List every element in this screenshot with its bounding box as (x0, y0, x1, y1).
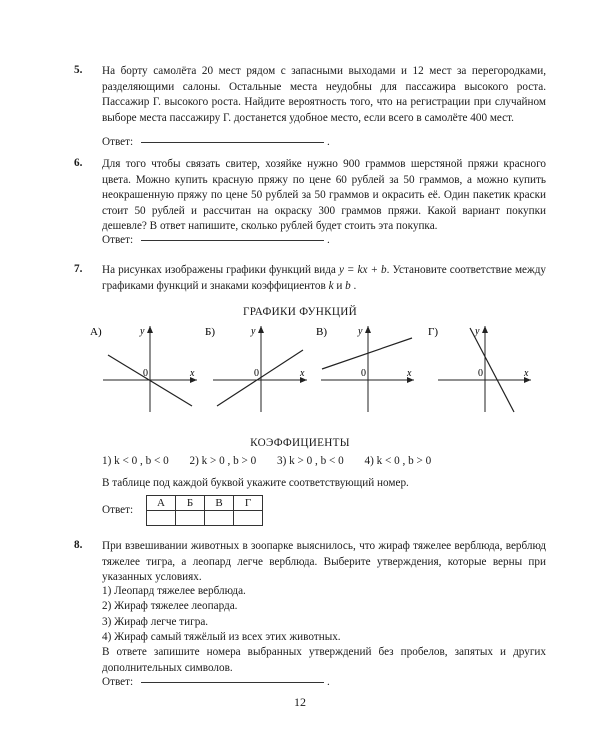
x-axis-label: x (524, 368, 529, 379)
coef-option: 1) k < 0 , b < 0 (102, 455, 169, 467)
coef-option: 4) k < 0 , b > 0 (364, 455, 432, 467)
task-text-part: . Установите соответствие между графиками функций и знаками коэффициентов (102, 264, 547, 292)
task-text: Для того чтобы связать свитер, хозяйке нужно 900 граммов шерстяной пряжи красного цвета. Можно купить красную пряжу по цене 60 рублей за 50 граммов, а можно купить неокрашенную пряжу по цене 50 рублей за 50 граммов и окрасить её. Один пакетик краски стоит 50 рублей и рассчитан на окраску 300 граммов пряжи. Какой вариант покупки дешевле? В ответ напишите, сколько рублей будет стоить эта покупка. (102, 158, 546, 232)
task-instruction: В ответе запишите номера выбранных утверждений без пробелов, запятых и других дополнительных символов. (102, 646, 546, 674)
y-axis-label: y (251, 326, 256, 337)
answer-end: . (326, 136, 330, 148)
answer-row (102, 136, 330, 148)
answer-end: . (326, 676, 330, 688)
y-axis-label: y (140, 326, 145, 337)
table-cell-c[interactable] (205, 511, 234, 526)
answer-label: Ответ: (102, 234, 134, 246)
answer-label: Ответ: (102, 504, 134, 516)
answer-label: Ответ: (102, 676, 134, 688)
table-cell-b[interactable] (176, 511, 205, 526)
y-axis-label: y (358, 326, 363, 337)
answer-row (102, 676, 330, 688)
task-text: На борту самолёта 20 мест рядом с запасными выходами и 12 мест за перегородками, разделяющими салоны. Остальные места неудобны для пассажира высокого роста. Пассажир Г. высокого роста. Найдите вероятность того, что на регистрации при случайном выборе места пассажиру Г. достанется удобное место, если всего в самолёте 400 мест. (102, 65, 546, 124)
graph-label-a: А) (90, 326, 102, 338)
table-header-d: Г (234, 496, 263, 511)
graph-label-b: Б) (205, 326, 215, 338)
graphs-title: ГРАФИКИ ФУНКЦИЙ (242, 306, 358, 318)
origin-label: 0 (361, 368, 366, 379)
option-item: 4) Жираф самый тяжёлый из всех этих животных. (102, 630, 341, 643)
coef-option: 2) k > 0 , b > 0 (189, 455, 257, 467)
table-instruction: В таблице под каждой буквой укажите соответствующий номер. (102, 477, 409, 489)
coef-b: b (345, 279, 351, 292)
answer-label: Ответ: (102, 136, 134, 148)
task-text (102, 263, 546, 294)
graph-label-d: Г) (428, 326, 439, 338)
y-axis-label: y (475, 326, 480, 337)
formula: y = kx + b (338, 264, 387, 276)
table-header-c: В (205, 496, 234, 511)
origin-label: 0 (254, 368, 259, 379)
task-number: 5. (74, 64, 83, 76)
answer-table (146, 495, 263, 526)
answer-end: . (326, 234, 330, 246)
x-axis-label: x (190, 368, 195, 379)
task-text-part: На рисунках изображены графики функций вида (102, 264, 336, 276)
answer-line[interactable] (141, 141, 324, 143)
task-text: При взвешивании животных в зоопарке выяснилось, что жираф тяжелее верблюда, верблюд тяжелее тигра, а леопард легче верблюда. Выберите утверждения, которые верны при указанных условиях. (102, 540, 546, 583)
graph-line-c (322, 338, 412, 369)
coef-title: КОЭФФИЦИЕНТЫ (250, 437, 350, 449)
answer-row (102, 234, 330, 246)
task-number: 8. (74, 539, 83, 551)
origin-label: 0 (478, 368, 483, 379)
x-axis-label: x (300, 368, 305, 379)
table-header-a: А (147, 496, 176, 511)
conjunction: и (336, 279, 343, 292)
option-item: 1) Леопард тяжелее верблюда. (102, 585, 246, 597)
x-axis-label: x (407, 368, 412, 379)
coef-list (102, 455, 449, 467)
graph-line-d (470, 328, 514, 412)
answer-line[interactable] (141, 239, 324, 241)
task-number: 6. (74, 157, 83, 169)
table-cell-a[interactable] (147, 511, 176, 526)
graph-label-c: В) (316, 326, 327, 338)
origin-label: 0 (143, 368, 148, 379)
option-item: 3) Жираф легче тигра. (102, 615, 209, 628)
page-number: 12 (294, 695, 306, 709)
dot: . (353, 279, 357, 292)
graph-line-b (217, 350, 303, 406)
coef-option: 3) k > 0 , b < 0 (277, 455, 344, 467)
graphs-panel (0, 318, 600, 418)
options-list (102, 584, 341, 645)
answer-line[interactable] (141, 681, 324, 683)
coef-k: k (328, 279, 334, 292)
task-number: 7. (74, 263, 83, 275)
table-header-b: Б (176, 496, 205, 511)
option-item: 2) Жираф тяжелее леопарда. (102, 600, 238, 613)
table-cell-d[interactable] (234, 511, 263, 526)
